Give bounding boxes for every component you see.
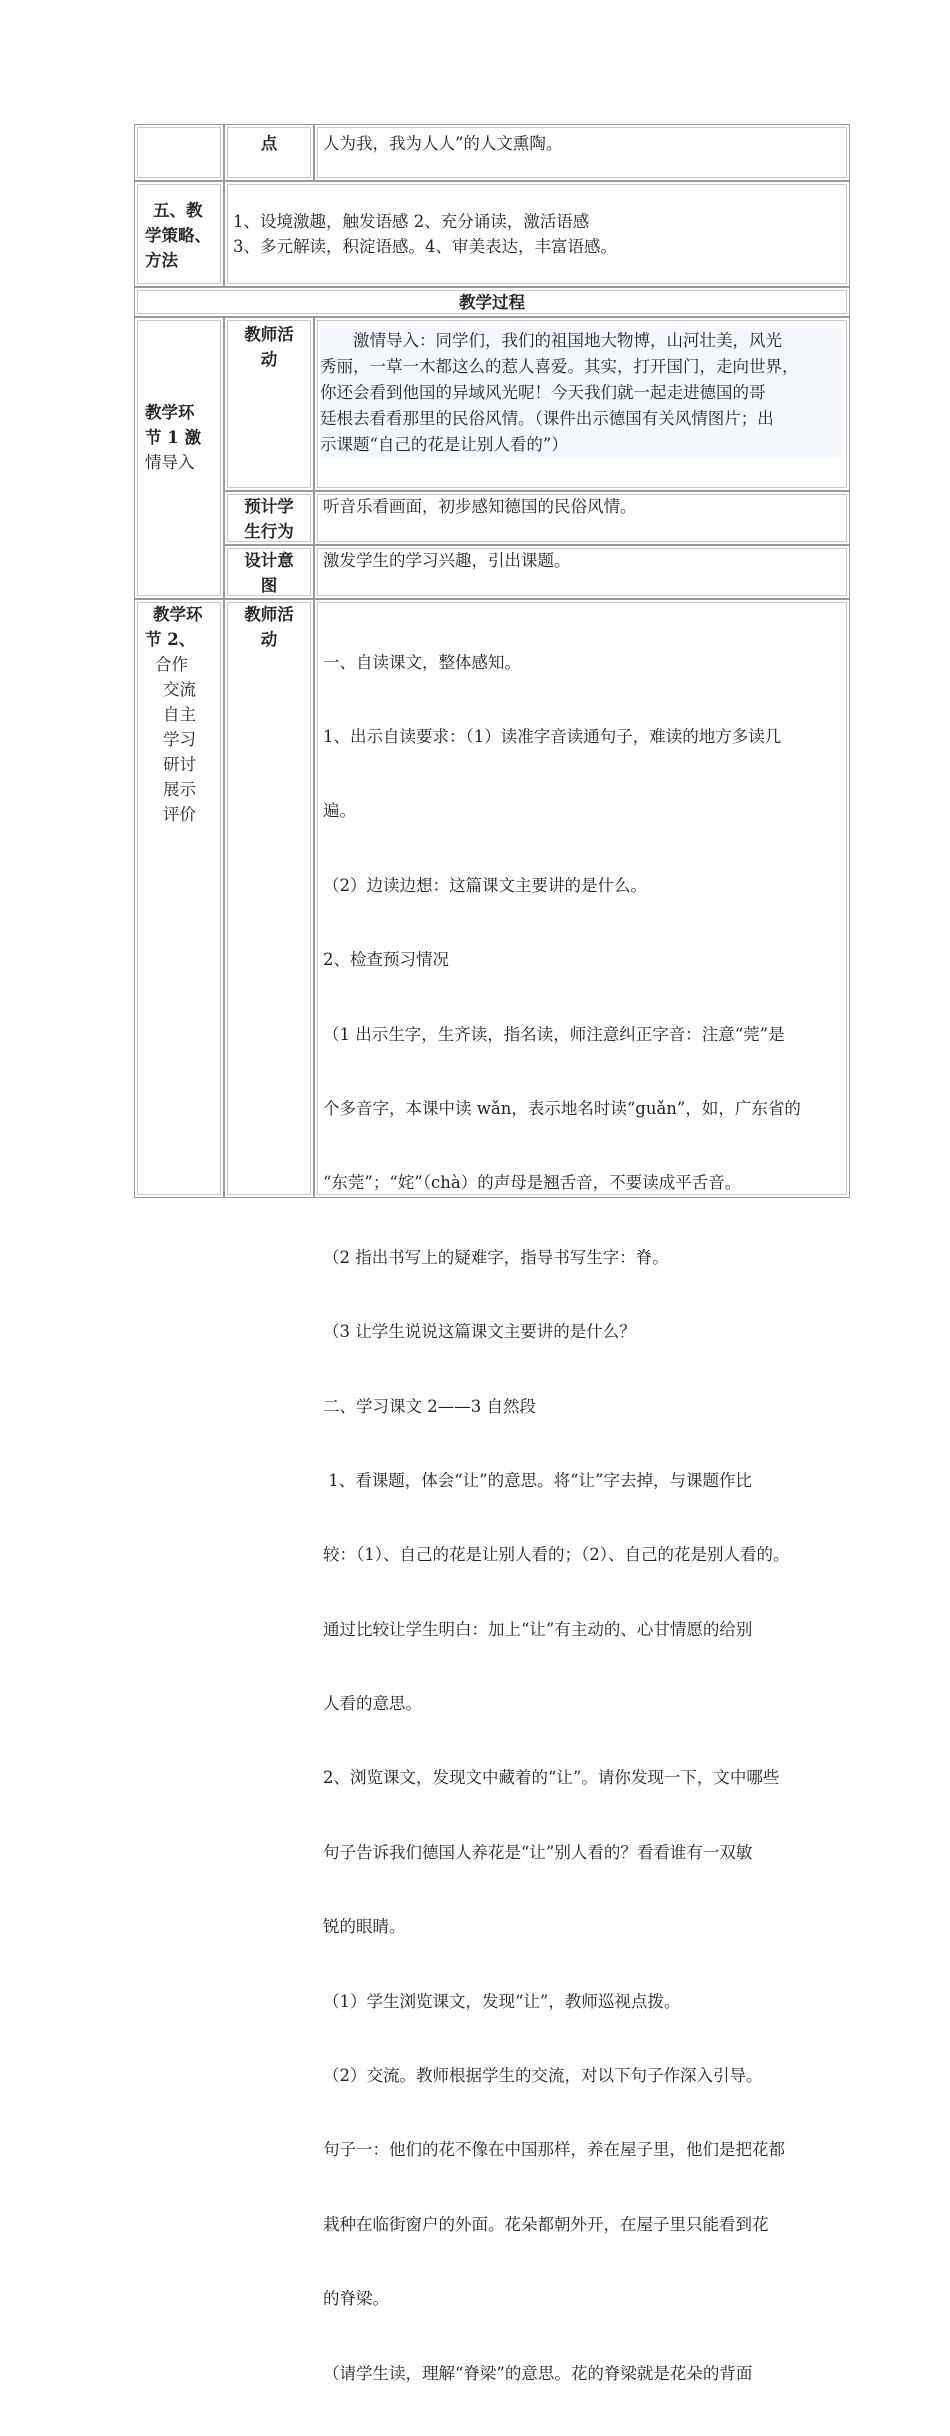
- text-line: （3 让学生说说这篇课文主要讲的是什么？: [323, 1322, 636, 1342]
- key-points-empty-cell: [134, 124, 224, 181]
- lesson-plan-table: [134, 124, 850, 2383]
- text-line: （请学生读，理解“脊梁”的意思。花的脊梁就是花朵的背面: [323, 2363, 753, 2383]
- stage2-teacher-content: [323, 601, 847, 2436]
- stage1-teacher-content-cell: [314, 317, 850, 491]
- text-line: 句子一：他们的花不像在中国那样，养在屋子里，他们是把花都: [323, 2140, 785, 2160]
- process-header-cell: [134, 287, 850, 317]
- stage1-intent-content-cell: [314, 545, 850, 599]
- text-line: 遍。: [323, 801, 356, 821]
- text-line: 2、检查预习情况: [323, 950, 449, 970]
- text-line: 1、看课题，体会“让”的意思。将“让”字去掉，与课题作比: [323, 1470, 752, 1490]
- text-line: 栽种在临街窗户的外面。花朵都朝外开，在屋子里只能看到花: [323, 2214, 769, 2234]
- stage1-student-label-cell: [224, 491, 314, 545]
- text-line: 1、出示自读要求：（1）读准字音读通句子，难读的地方多读几: [323, 726, 782, 746]
- text-line: 示课题“自己的花是让别人看的”）: [320, 435, 568, 454]
- text-line: 激情导入：同学们，我们的祖国地大物博，山河壮美，风光: [320, 331, 782, 350]
- key-points-label-cell: [224, 124, 314, 181]
- stage1-label-cell: [134, 317, 224, 599]
- stage2-teacher-label-cell: [224, 599, 314, 1198]
- stage2-teacher-content-cell: [314, 599, 850, 2383]
- text-line: 个多音字，本课中读 wǎn，表示地名时读“guǎn”，如，广东省的: [323, 1098, 801, 1118]
- key-points-content-cell: [314, 124, 850, 181]
- text-line: 一、自读课文，整体感知。: [323, 652, 521, 672]
- text-line: 人看的意思。: [323, 1694, 422, 1714]
- stage2-label: 教学环 节 2、 合作 交流 自主 学习 研讨 展示 评价: [145, 605, 203, 824]
- stage1-label: 教学环 节 1 激 情导入: [145, 403, 201, 472]
- text-line: （1）学生浏览课文，发现“让”，教师巡视点拨。: [323, 1991, 681, 2011]
- strategy-label-cell: [134, 181, 224, 287]
- stage1-teacher-label-cell: [224, 317, 314, 491]
- text-line: 二、学习课文 2——3 自然段: [323, 1396, 536, 1416]
- strategy-line: 3、多元解读，积淀语感。4、审美表达，丰富语感。: [233, 237, 617, 256]
- stage1-student-label: 预计学 生行为: [244, 497, 294, 541]
- stage1-teacher-content: [320, 328, 842, 458]
- stage1-student-content: 听音乐看画面，初步感知德国的民俗风情。: [323, 497, 637, 516]
- text-line: 秀丽，一草一木都这么的惹人喜爱。其实，打开国门，走向世界，: [320, 357, 799, 376]
- stage1-intent-label-cell: [224, 545, 314, 599]
- strategy-label: 五、教 学策略、 方法: [145, 201, 211, 270]
- stage2-teacher-label: 教师活 动: [244, 605, 294, 649]
- text-line: 句子告诉我们德国人养花是“让”别人看的？看看谁有一双敏: [323, 1842, 753, 1862]
- text-line: “东莞”；“姹”（chà）的声母是翘舌音，不要读成平舌音。: [323, 1173, 742, 1193]
- process-header: 教学过程: [459, 293, 525, 312]
- text-line: 通过比较让学生明白：加上“让”有主动的、心甘情愿的给别: [323, 1619, 753, 1639]
- strategy-content: [233, 209, 617, 259]
- key-points-content: 人为我，我为人人”的人文熏陶。: [323, 134, 563, 153]
- strategy-line: 1、设境激趣，触发语感 2、充分诵读，激活语感: [233, 212, 590, 231]
- stage1-intent-label: 设计意 图: [244, 551, 294, 595]
- stage1-student-content-cell: [314, 491, 850, 545]
- text-line: （1 出示生字，生齐读，指名读，师注意纠正字音：注意“莞”是: [323, 1024, 785, 1044]
- stage2-label-cell: [134, 599, 224, 1198]
- text-line: （2）边读边想：这篇课文主要讲的是什么。: [323, 875, 647, 895]
- text-line: 2、浏览课文，发现文中藏着的“让”。请你发现一下，文中哪些: [323, 1768, 780, 1788]
- text-line: （2 指出书写上的疑难字，指导书写生字：脊。: [323, 1247, 669, 1267]
- text-line: 较：（1）、自己的花是让别人看的；（2）、自己的花是别人看的。: [323, 1545, 790, 1565]
- text-line: 锐的眼睛。: [323, 1917, 406, 1937]
- stage1-intent-content: 激发学生的学习兴趣，引出课题。: [323, 551, 571, 570]
- text-line: 的脊梁。: [323, 2289, 389, 2309]
- text-line: 你还会看到他国的异域风光呢！今天我们就一起走进德国的哥: [320, 383, 766, 402]
- text-line: 廷根去看看那里的民俗风情。（课件出示德国有关风情图片；出: [320, 409, 774, 428]
- key-points-label: 点: [260, 134, 278, 153]
- stage1-teacher-label: 教师活 动: [244, 325, 294, 369]
- text-line: （2）交流。教师根据学生的交流，对以下句子作深入引导。: [323, 2066, 763, 2086]
- strategy-content-cell: [224, 181, 850, 287]
